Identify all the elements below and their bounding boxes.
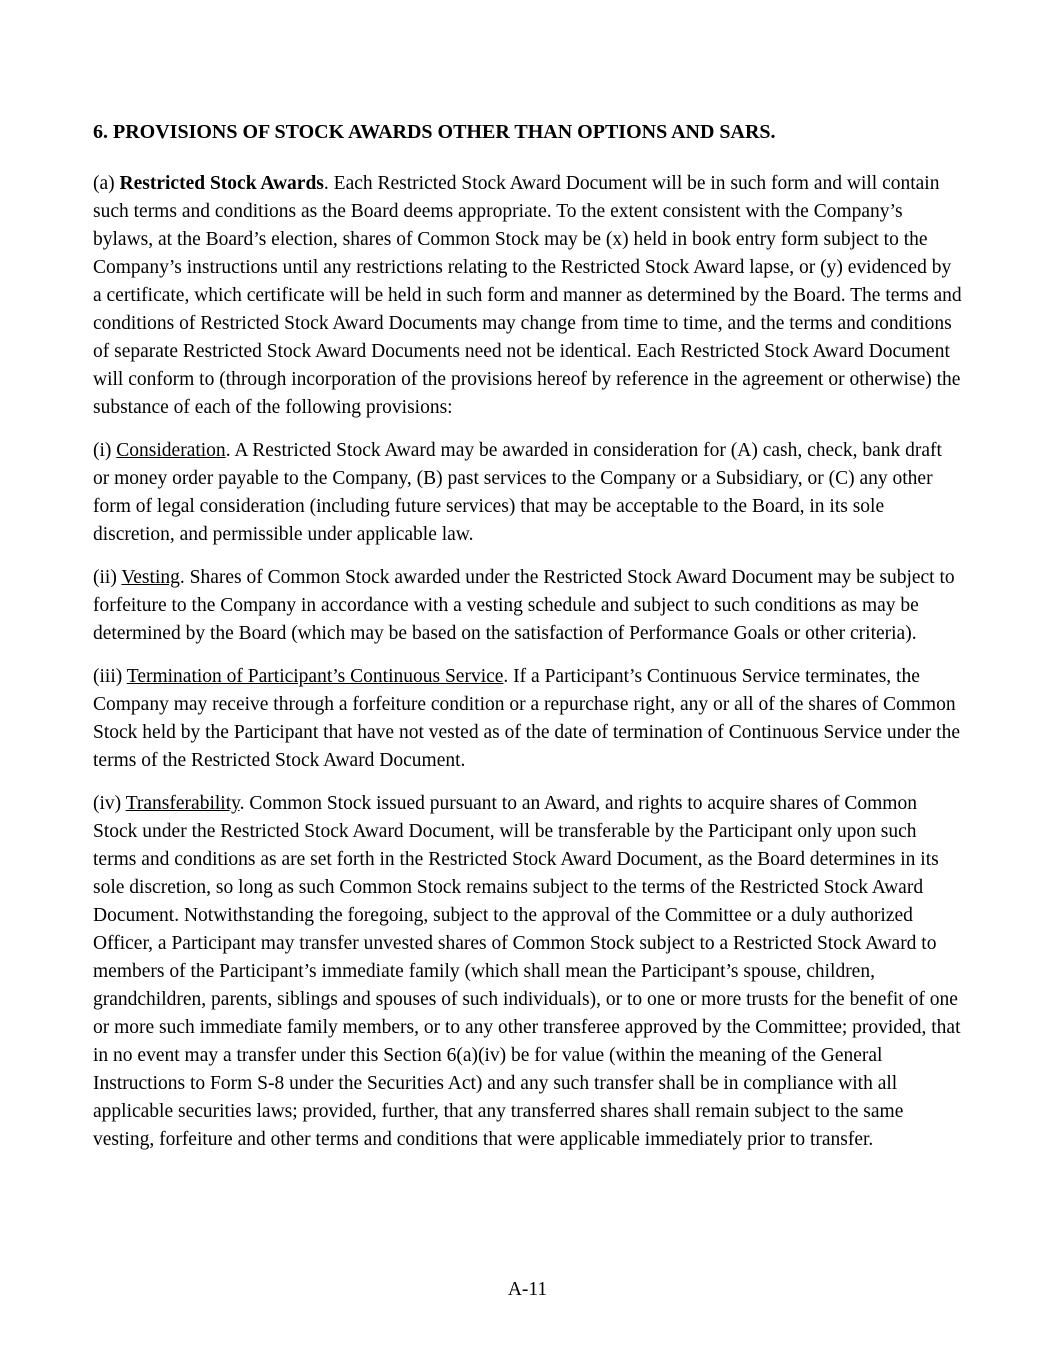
paragraph-body-text: . Shares of Common Stock awarded under the Restricted Stock Award Document may be subject to forfeiture to the Company in accordance with a vesting schedule and subject to such conditions as may be determined by the Board (which may be based on the satisfaction of Performance Goals or other criteria).	[93, 567, 955, 644]
paragraph-consideration	[93, 437, 962, 549]
paragraph-vesting	[93, 564, 962, 648]
paragraph-lead-in-underlined: Vesting	[121, 567, 180, 588]
paragraph-lead-in-underlined: Termination of Participant’s Continuous Service	[126, 666, 504, 687]
paragraph-lead-in-underlined: Transferability	[125, 793, 240, 814]
paragraph-body-text: . Common Stock issued pursuant to an Award, and rights to acquire shares of Common Stock under the Restricted Stock Award Document, will be transferable by the Participant only upon such terms and conditions as are set forth in the Restricted Stock Award Document, as the Board determines in its sole discretion, so long as such Common Stock remains subject to the terms of the Restricted Stock Award Document. Notwithstanding the foregoing, subject to the approval of the Committee or a duly authorized Officer, a Participant may transfer unvested shares of Common Stock subject to a Restricted Stock Award to members of the Participant’s immediate family (which shall mean the Participant’s spouse, children, grandchildren, parents, siblings and spouses of such individuals), or to one or more trusts for the benefit of one or more such immediate family members, or to any other transferee approved by the Committee; provided, that in no event may a transfer under this Section 6(a)(iv) be for value (within the meaning of the General Instructions to Form S-8 under the Securities Act) and any such transfer shall be in compliance with all applicable securities laws; provided, further, that any transferred shares shall remain subject to the same vesting, forfeiture and other terms and conditions that were applicable immediately prior to transfer.	[93, 793, 961, 1150]
paragraph-lead-in-underlined: Consideration	[116, 440, 226, 461]
paragraph-transferability	[93, 790, 962, 1154]
paragraph-termination-of-continuous-service	[93, 663, 962, 775]
paragraph-label: (a)	[93, 173, 120, 194]
paragraph-body-text: . Each Restricted Stock Award Document will be in such form and will contain such terms and conditions as the Board deems appropriate. To the extent consistent with the Company’s bylaws, at the Board’s election, shares of Common Stock may be (x) held in book entry form subject to the Company’s instructions until any restrictions relating to the Restricted Stock Award lapse, or (y) evidenced by a certificate, which certificate will be held in such form and manner as determined by the Board. The terms and conditions of Restricted Stock Award Documents may change from time to time, and the terms and conditions of separate Restricted Stock Award Documents need not be identical. Each Restricted Stock Award Document will conform to (through incorporation of the provisions hereof by reference in the agreement or otherwise) the substance of each of the following provisions:	[93, 173, 962, 418]
paragraph-body-text: . If a Participant’s Continuous Service terminates, the Company may receive through a forfeiture condition or a repurchase right, any or all of the shares of Common Stock held by the Participant that have not vested as of the date of termination of Continuous Service under the terms of the Restricted Stock Award Document.	[93, 666, 960, 771]
paragraph-body-text: . A Restricted Stock Award may be awarded in consideration for (A) cash, check, bank draft or money order payable to the Company, (B) past services to the Company or a Subsidiary, or (C) any other form of legal consideration (including future services) that may be acceptable to the Board, in its sole discretion, and permissible under applicable law.	[93, 440, 942, 545]
paragraph-label: (i)	[93, 440, 117, 461]
page-number: A-11	[507, 1279, 548, 1300]
paragraph-label: (iii)	[93, 666, 127, 687]
paragraph-restricted-stock-awards	[93, 170, 962, 422]
paragraph-lead-in-bold: Restricted Stock Awards	[119, 173, 324, 194]
section-heading: 6. PROVISIONS OF STOCK AWARDS OTHER THAN OPTIONS AND SARS.	[93, 121, 776, 143]
paragraph-label: (ii)	[93, 567, 122, 588]
paragraph-label: (iv)	[93, 793, 126, 814]
